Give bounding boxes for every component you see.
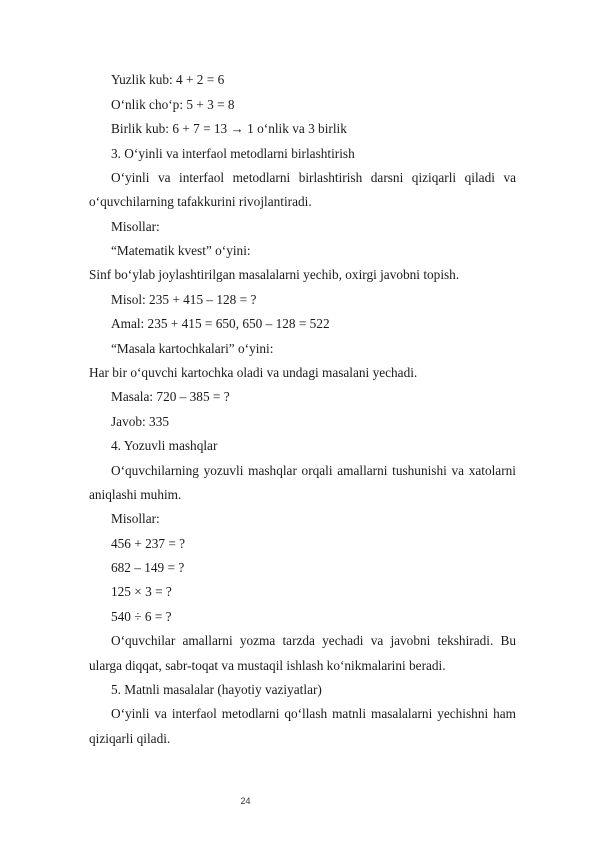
paragraph-line: O‘yinli va interfaol metodlarni qo‘llash matnli masalalarni yechishni ham xyxy=(111,706,516,721)
text-line: O‘nlik cho‘p: 5 + 3 = 8 xyxy=(111,97,235,112)
paragraph-line: aniqlashi muhim. xyxy=(89,487,182,502)
section-heading: 3. O‘yinli va interfaol metodlarni birlashtirish xyxy=(111,146,355,161)
text-line: 540 ÷ 6 = ? xyxy=(111,609,172,624)
section-heading: 4. Yozuvli mashqlar xyxy=(111,438,218,453)
paragraph-line: o‘quvchilarning tafakkurini rivojlantiradi. xyxy=(89,194,312,209)
text-line: Masala: 720 – 385 = ? xyxy=(111,389,230,404)
section-heading: 5. Matnli masalalar (hayotiy vaziyatlar) xyxy=(111,682,322,697)
text-line: “Matematik kvest” o‘yini: xyxy=(111,243,251,258)
paragraph-line: O‘yinli va interfaol metodlarni birlashtirish darsni qiziqarli qiladi va xyxy=(111,170,516,185)
text-line: Javob: 335 xyxy=(111,414,169,429)
paragraph-line: O‘quvchilar amallarni yozma tarzda yechadi va javobni tekshiradi. Bu xyxy=(111,633,516,648)
text-line: Yuzlik kub: 4 + 2 = 6 xyxy=(111,72,225,87)
text-line: Birlik kub: 6 + 7 = 13 → 1 o‘nlik va 3 birlik xyxy=(111,121,347,136)
text-line: Misollar: xyxy=(111,219,160,234)
paragraph-line: ularga diqqat, sabr-toqat va mustaqil ishlash ko‘nikmalarini beradi. xyxy=(89,658,446,673)
page-number: 24 xyxy=(240,796,251,806)
text-line: Amal: 235 + 415 = 650, 650 – 128 = 522 xyxy=(111,316,330,331)
text-line: Sinf bo‘ylab joylashtirilgan masalalarni yechib, oxirgi javobni topish. xyxy=(89,267,460,282)
text-line: “Masala kartochkalari” o‘yini: xyxy=(111,341,274,356)
text-line: 682 – 149 = ? xyxy=(111,560,185,575)
text-line: 125 × 3 = ? xyxy=(111,584,172,599)
text-line: Misollar: xyxy=(111,511,160,526)
text-line: Misol: 235 + 415 – 128 = ? xyxy=(111,292,257,307)
paragraph-line: O‘quvchilarning yozuvli mashqlar orqali amallarni tushunishi va xatolarni xyxy=(111,463,516,478)
text-line: Har bir o‘quvchi kartochka oladi va undagi masalani yechadi. xyxy=(89,365,418,380)
text-line: 456 + 237 = ? xyxy=(111,536,186,551)
paragraph-line: qiziqarli qiladi. xyxy=(89,731,171,746)
